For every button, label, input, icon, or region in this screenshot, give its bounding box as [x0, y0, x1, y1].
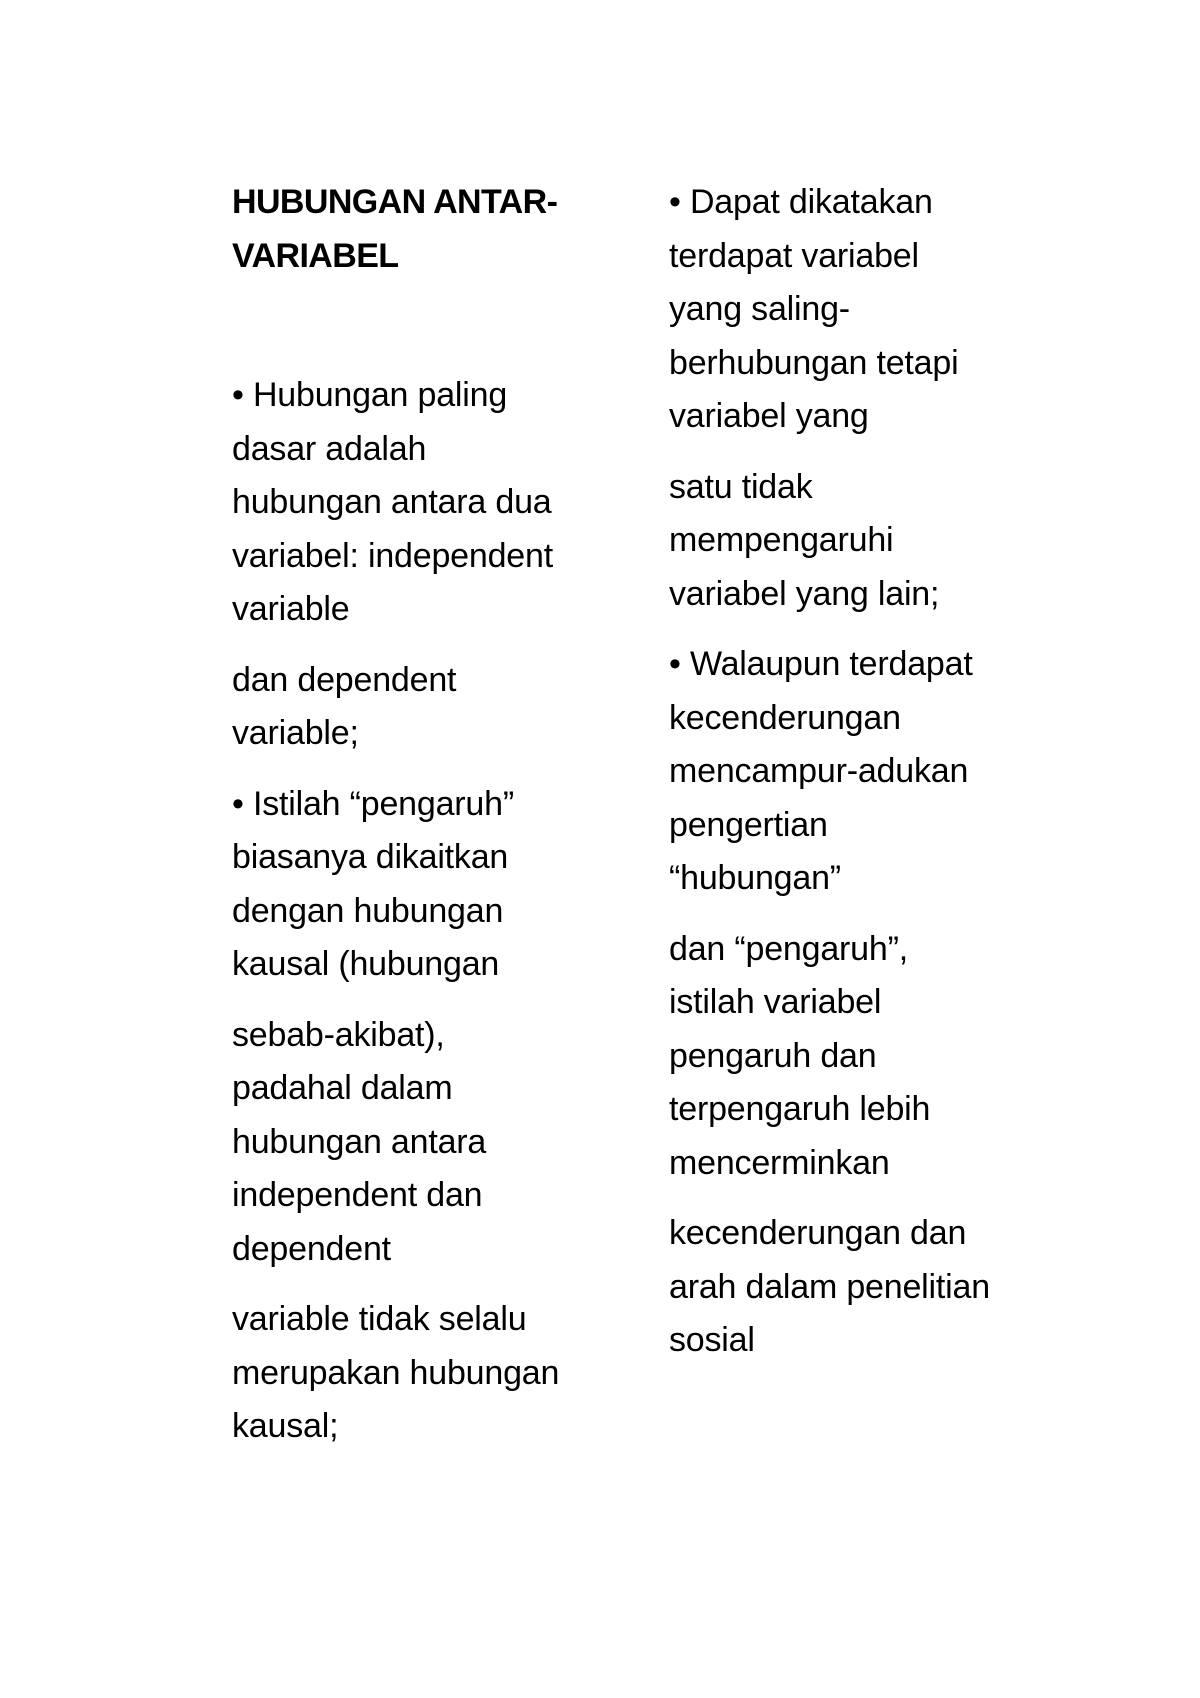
text-line: variabel yang lain;: [669, 574, 940, 613]
text-line: “hubungan”: [669, 859, 841, 897]
paragraph: [669, 176, 1089, 444]
text-line: • Istilah “pengaruh”: [232, 784, 514, 823]
text-line: biasanya dikaitkan: [232, 838, 509, 876]
text-line: sosial: [669, 1321, 755, 1359]
text-line: kecenderungan: [669, 698, 901, 737]
text-line: arah dalam penelitian: [669, 1267, 990, 1306]
text-line: hubungan antara: [232, 1122, 487, 1161]
text-line: dengan hubungan: [232, 891, 504, 930]
paragraph: [232, 369, 632, 637]
paragraph: [669, 923, 1089, 1191]
right-column: [669, 176, 1089, 1368]
text-line: • Walaupun terdapat: [669, 645, 973, 683]
text-line: istilah variabel: [669, 983, 882, 1021]
text-line: yang saling-: [669, 290, 850, 328]
text-line: variable tidak selalu: [232, 1300, 527, 1338]
text-line: terpengaruh lebih: [669, 1090, 931, 1128]
text-line: mempengaruhi: [669, 521, 894, 559]
text-line: kausal (hubungan: [232, 945, 500, 983]
text-line: satu tidak: [669, 467, 813, 506]
heading-block: [232, 176, 632, 283]
text-line: variable: [232, 590, 350, 628]
text-line: pengertian: [669, 805, 828, 844]
text-line: berhubungan tetapi: [669, 343, 959, 382]
text-line: dan “pengaruh”,: [669, 929, 908, 968]
heading-line: VARIABEL: [232, 236, 399, 275]
text-line: pengaruh dan: [669, 1036, 877, 1075]
text-line: kecenderungan dan: [669, 1214, 967, 1252]
paragraph: [232, 1009, 632, 1277]
paragraph: [669, 461, 1089, 622]
paragraph: [232, 778, 632, 992]
text-line: variabel: independent: [232, 536, 553, 575]
text-line: terdapat variabel: [669, 236, 919, 275]
paragraph: [669, 1207, 1089, 1368]
text-line: padahal dalam: [232, 1069, 453, 1107]
paragraph: [232, 654, 632, 761]
text-line: mencampur-adukan: [669, 752, 969, 790]
paragraph: [669, 638, 1089, 906]
text-line: • Hubungan paling: [232, 376, 508, 414]
text-line: variable;: [232, 714, 359, 752]
text-line: • Dapat dikatakan: [669, 183, 933, 221]
text-line: variabel yang: [669, 397, 869, 435]
text-line: hubungan antara dua: [232, 483, 552, 521]
text-line: dependent: [232, 1229, 391, 1268]
text-line: dan dependent: [232, 660, 457, 699]
text-line: sebab-akibat),: [232, 1015, 445, 1054]
left-column: [232, 176, 632, 1454]
heading-line: HUBUNGAN ANTAR-: [232, 183, 558, 221]
text-line: merupakan hubungan: [232, 1353, 560, 1392]
text-line: kausal;: [232, 1407, 339, 1445]
paragraph: [232, 1293, 632, 1454]
text-line: mencerminkan: [669, 1143, 890, 1182]
text-line: dasar adalah: [232, 429, 427, 468]
text-line: independent dan: [232, 1176, 483, 1214]
